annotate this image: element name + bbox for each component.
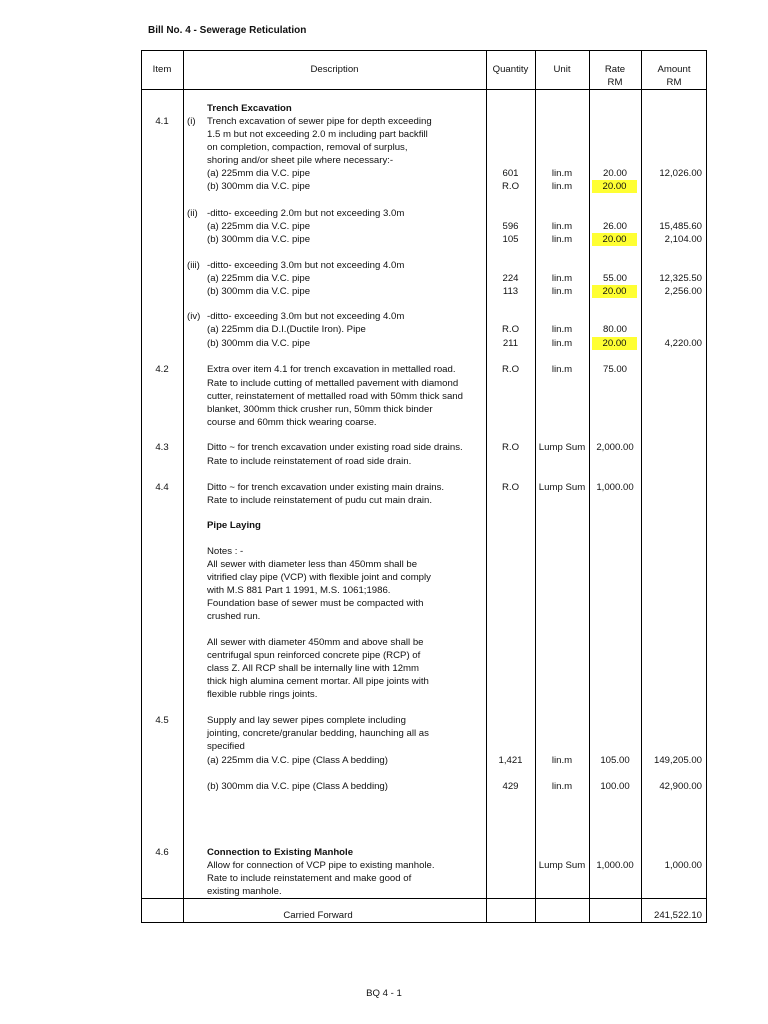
description-text: (a) 225mm dia V.C. pipe — [207, 221, 311, 232]
description-text: Rate to include reinstatement of road side drain. — [207, 456, 412, 467]
amount-value: 42,900.00 — [659, 781, 702, 792]
quantity-value: 429 — [502, 781, 519, 792]
header-item: Item — [152, 64, 172, 75]
item-number: 4.3 — [155, 442, 169, 453]
rate-value: 20.00 — [592, 180, 637, 193]
grid-line — [183, 50, 184, 923]
item-number: 4.2 — [155, 364, 169, 375]
quantity-value: 113 — [502, 286, 519, 297]
description-text: Ditto ~ for trench excavation under existing main drains. — [207, 482, 445, 493]
description-text: existing manhole. — [207, 886, 282, 897]
page-number: BQ 4 - 1 — [366, 988, 402, 999]
rate-value: 1,000.00 — [596, 482, 634, 493]
rate-value: 2,000.00 — [596, 442, 634, 453]
description-text: Rate to include reinstatement of pudu cut main drain. — [207, 495, 433, 506]
amount-value: 2,104.00 — [664, 234, 702, 245]
amount-value: 2,256.00 — [664, 286, 702, 297]
rate-value: 105.00 — [600, 755, 630, 766]
unit-value: lin.m — [551, 221, 573, 232]
sub-item: (iii) — [187, 260, 200, 271]
description-text: Allow for connection of VCP pipe to existing manhole. — [207, 860, 435, 871]
description-text: All sewer with diameter less than 450mm shall be — [207, 559, 418, 570]
quantity-value: 211 — [502, 338, 519, 349]
sub-item: (ii) — [187, 208, 198, 219]
item-number: 4.5 — [155, 715, 169, 726]
description-text: (a) 225mm dia D.I.(Ductile Iron). Pipe — [207, 324, 366, 335]
description-text: course and 60mm thick wearing coarse. — [207, 417, 377, 428]
quantity-value: R.O — [501, 181, 520, 192]
amount-value: 12,325.50 — [659, 273, 702, 284]
description-text: (b) 300mm dia V.C. pipe — [207, 338, 311, 349]
item-number: 4.1 — [155, 116, 169, 127]
unit-value: lin.m — [551, 324, 573, 335]
amount-value: 12,026.00 — [659, 168, 702, 179]
rate-value: 20.00 — [592, 285, 637, 298]
unit-value: Lump Sum — [538, 482, 586, 493]
description-text: (b) 300mm dia V.C. pipe — [207, 234, 311, 245]
page-title: Bill No. 4 - Sewerage Reticulation — [148, 25, 307, 36]
amount-value: 15,485.60 — [659, 221, 702, 232]
description-text: vitrified clay pipe (VCP) with flexible joint and comply — [207, 572, 431, 583]
header-divider — [141, 89, 707, 90]
description-text: (a) 225mm dia V.C. pipe (Class A bedding) — [207, 755, 388, 766]
unit-value: Lump Sum — [538, 860, 586, 871]
description-text: Trench excavation of sewer pipe for depth exceeding — [207, 116, 432, 127]
header-rate-unit: RM — [607, 77, 623, 88]
header-amount: Amount — [657, 64, 691, 75]
description-text: crushed run. — [207, 611, 261, 622]
description-text: on completion, compaction, removal of surplus, — [207, 142, 408, 153]
description-text: Supply and lay sewer pipes complete including — [207, 715, 406, 726]
rate-value: 26.00 — [602, 221, 627, 232]
description-text: centrifugal spun reinforced concrete pipe (RCP) of — [207, 650, 421, 661]
quantity-value: 596 — [502, 221, 519, 232]
unit-value: lin.m — [551, 181, 573, 192]
carried-forward-amount: 241,522.10 — [653, 910, 702, 921]
footer-divider — [141, 898, 707, 899]
description-text: Trench Excavation — [207, 103, 292, 114]
header-amount-unit: RM — [666, 77, 682, 88]
unit-value: lin.m — [551, 273, 573, 284]
description-text: -ditto- exceeding 3.0m but not exceeding 4.0m — [207, 311, 405, 322]
rate-value: 1,000.00 — [596, 860, 634, 871]
description-text: shoring and/or sheet pile where necessary:- — [207, 155, 394, 166]
description-text: Ditto ~ for trench excavation under existing road side drains. — [207, 442, 463, 453]
unit-value: lin.m — [551, 286, 573, 297]
sub-item: (iv) — [187, 311, 201, 322]
amount-value: 1,000.00 — [664, 860, 702, 871]
quantity-value: R.O — [501, 324, 520, 335]
header-unit: Unit — [553, 64, 571, 75]
description-text: (b) 300mm dia V.C. pipe — [207, 286, 311, 297]
rate-value: 75.00 — [602, 364, 627, 375]
description-text: 1.5 m but not exceeding 2.0 m including part backfill — [207, 129, 428, 140]
header-quantity: Quantity — [492, 64, 529, 75]
description-text: Foundation base of sewer must be compacted with — [207, 598, 424, 609]
description-text: All sewer with diameter 450mm and above shall be — [207, 637, 424, 648]
item-number: 4.6 — [155, 847, 169, 858]
description-text: -ditto- exceeding 2.0m but not exceeding 3.0m — [207, 208, 405, 219]
header-description: Description — [310, 64, 359, 75]
description-text: cutter, reinstatement of mettalled road with 50mm thick sand — [207, 391, 463, 402]
description-text: Rate to include reinstatement and make good of — [207, 873, 412, 884]
quantity-value: R.O — [501, 442, 520, 453]
description-text: jointing, concrete/granular bedding, haunching all as — [207, 728, 429, 739]
description-text: Pipe Laying — [207, 520, 261, 531]
description-text: with M.S 881 Part 1 1991, M.S. 1061;1986. — [207, 585, 391, 596]
description-text: thick high alumina cement mortar. All pipe joints with — [207, 676, 429, 687]
unit-value: lin.m — [551, 755, 573, 766]
amount-value: 4,220.00 — [664, 338, 702, 349]
description-text: Rate to include cutting of mettalled pavement with diamond — [207, 378, 459, 389]
description-text: Connection to Existing Manhole — [207, 847, 354, 858]
quantity-value: 224 — [502, 273, 519, 284]
item-number: 4.4 — [155, 482, 169, 493]
description-text: Notes : - — [207, 546, 244, 557]
unit-value: lin.m — [551, 781, 573, 792]
unit-value: lin.m — [551, 168, 573, 179]
description-text: (a) 225mm dia V.C. pipe — [207, 168, 311, 179]
unit-value: lin.m — [551, 234, 573, 245]
carried-forward-label: Carried Forward — [283, 910, 353, 921]
header-rate: Rate — [604, 64, 626, 75]
description-text: flexible rubble rings joints. — [207, 689, 318, 700]
quantity-value: 105 — [502, 234, 519, 245]
description-text: Extra over item 4.1 for trench excavation in mettalled road. — [207, 364, 456, 375]
sub-item: (i) — [187, 116, 196, 127]
quantity-value: R.O — [501, 364, 520, 375]
quantity-value: 601 — [502, 168, 519, 179]
rate-value: 20.00 — [592, 337, 637, 350]
amount-value: 149,205.00 — [653, 755, 702, 766]
description-text: -ditto- exceeding 3.0m but not exceeding 4.0m — [207, 260, 405, 271]
description-text: blanket, 300mm thick crusher run, 50mm thick binder — [207, 404, 433, 415]
quantity-value: R.O — [501, 482, 520, 493]
description-text: (b) 300mm dia V.C. pipe (Class A bedding) — [207, 781, 388, 792]
description-text: specified — [207, 741, 245, 752]
quantity-value: 1,421 — [498, 755, 523, 766]
description-text: class Z. All RCP shall be internally line with 12mm — [207, 663, 420, 674]
rate-value: 100.00 — [600, 781, 630, 792]
description-text: (b) 300mm dia V.C. pipe — [207, 181, 311, 192]
rate-value: 55.00 — [602, 273, 627, 284]
description-text: (a) 225mm dia V.C. pipe — [207, 273, 311, 284]
rate-value: 20.00 — [602, 168, 627, 179]
rate-value: 20.00 — [592, 233, 637, 246]
unit-value: lin.m — [551, 364, 573, 375]
rate-value: 80.00 — [602, 324, 627, 335]
unit-value: lin.m — [551, 338, 573, 349]
unit-value: Lump Sum — [538, 442, 586, 453]
